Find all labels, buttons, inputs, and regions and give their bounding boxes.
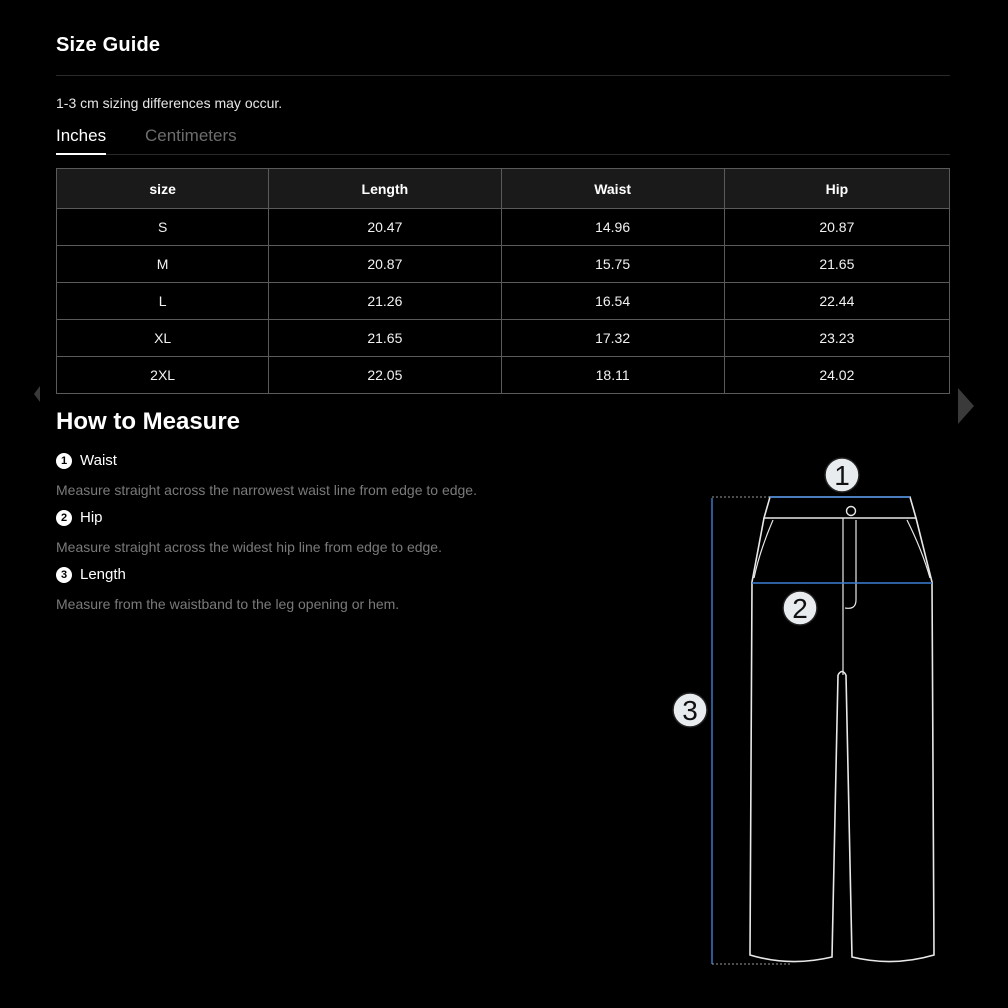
cell-waist: 16.54 [501,283,724,320]
size-table [56,168,950,394]
pants-right-outline [846,518,934,962]
table-row [57,283,950,320]
step-label: Hip [80,509,103,526]
step-length [56,566,126,583]
column-header-waist: Waist [501,169,724,209]
how-to-measure-title: How to Measure [56,408,241,435]
table-row [57,209,950,246]
cell-length: 21.26 [269,283,501,320]
step-label: Length [80,566,126,583]
step-label: Waist [80,452,117,469]
unit-tabs [56,124,950,155]
crotch-line [838,672,846,676]
waistband-outline [764,497,916,518]
waist-button [847,507,856,516]
cell-length: 20.47 [269,209,501,246]
svg-text:1: 1 [834,460,850,491]
step-number-badge: 3 [56,567,72,583]
step-number-badge: 2 [56,510,72,526]
sizing-note: 1-3 cm sizing differences may occur. [56,95,283,111]
cell-size: XL [57,320,269,357]
table-row [57,246,950,283]
tab-centimeters[interactable]: Centimeters [145,126,237,145]
cell-hip: 20.87 [724,209,949,246]
cell-length: 21.65 [269,320,501,357]
cell-hip: 22.44 [724,283,949,320]
step-description: Measure from the waistband to the leg opening or hem. [56,596,400,612]
column-header-size: size [57,169,269,209]
left-pocket [754,520,773,578]
cell-waist: 18.11 [501,357,724,394]
header-divider [56,75,950,76]
cell-length: 22.05 [269,357,501,394]
pants-left-outline [750,518,838,962]
table-row [57,320,950,357]
cell-size: M [57,246,269,283]
step-description: Measure straight across the widest hip line from edge to edge. [56,539,442,555]
tab-inches[interactable]: Inches [56,126,107,145]
cell-waist: 14.96 [501,209,724,246]
page-title: Size Guide [56,34,161,56]
svg-text:2: 2 [792,593,808,624]
cell-length: 20.87 [269,246,501,283]
cell-hip: 21.65 [724,246,949,283]
chevron-right-icon[interactable] [958,388,974,424]
cell-waist: 17.32 [501,320,724,357]
svg-text:3: 3 [682,695,698,726]
cell-hip: 24.02 [724,357,949,394]
table-header-row [57,169,950,209]
table-row [57,357,950,394]
marker-1 [825,458,859,492]
column-header-length: Length [269,169,501,209]
step-waist [56,452,117,469]
pants-diagram [660,450,960,980]
step-number-badge: 1 [56,453,72,469]
cell-size: S [57,209,269,246]
step-hip [56,509,103,526]
cell-size: 2XL [57,357,269,394]
cell-size: L [57,283,269,320]
cell-hip: 23.23 [724,320,949,357]
column-header-hip: Hip [724,169,949,209]
active-tab-indicator [56,153,106,155]
chevron-left-icon[interactable] [34,386,40,402]
fly-stitch [845,520,856,608]
step-description: Measure straight across the narrowest waist line from edge to edge. [56,482,477,498]
cell-waist: 15.75 [501,246,724,283]
marker-3 [673,693,707,727]
marker-2 [783,591,817,625]
